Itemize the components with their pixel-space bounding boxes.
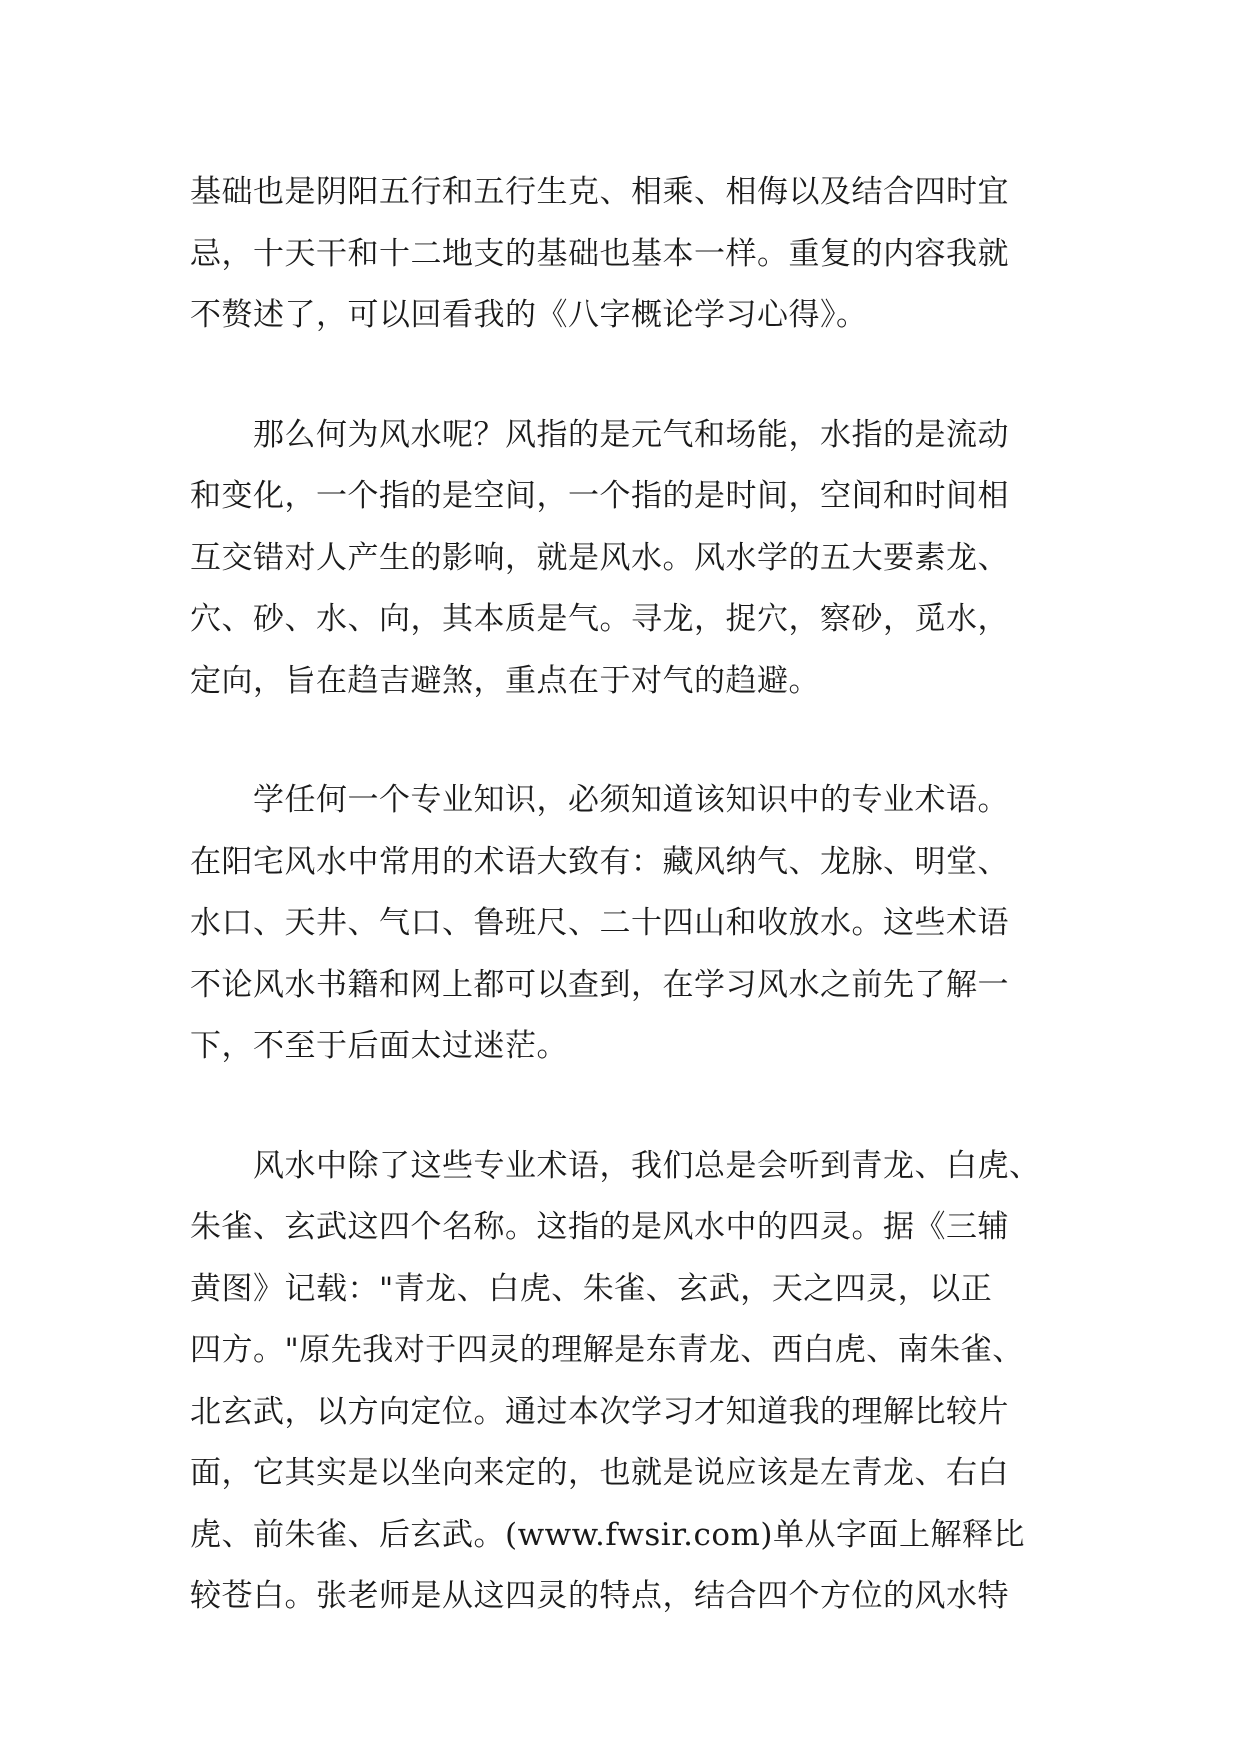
text-line: 朱雀、玄武这四个名称。这指的是风水中的四灵。据《三辅 [190, 1209, 1009, 1245]
text-line: 较苍白。张老师是从这四灵的特点，结合四个方位的风水特 [190, 1578, 1009, 1614]
document-body [190, 162, 1050, 1628]
text-line: 面，它其实是以坐向来定的，也就是说应该是左青龙、右白 [190, 1455, 1009, 1491]
paragraph-spacer [190, 347, 1050, 405]
text-line: 在阳宅风水中常用的术语大致有：藏风纳气、龙脉、明堂、 [190, 843, 1009, 880]
paragraph-spacer [190, 712, 1050, 770]
text-line: 水口、天井、气口、鲁班尺、二十四山和收放水。这些术语 [190, 905, 1009, 941]
text-line: 和变化，一个指的是空间，一个指的是时间，空间和时间相 [190, 478, 1009, 514]
text-line: 互交错对人产生的影响，就是风水。风水学的五大要素龙、 [190, 539, 1009, 576]
text-line: 不论风水书籍和网上都可以查到，在学习风水之前先了解一 [190, 966, 1009, 1003]
text-line: 忌，十天干和十二地支的基础也基本一样。重复的内容我就 [190, 235, 1009, 272]
text-line: 定向，旨在趋吉避煞，重点在于对气的趋避。 [190, 662, 820, 699]
text-line: 风水中除了这些专业术语，我们总是会听到青龙、白虎、 [190, 1147, 1041, 1184]
text-line: 下，不至于后面太过迷茫。 [190, 1028, 568, 1064]
text-line: 黄图》记载："青龙、白虎、朱雀、玄武，天之四灵，以正 [190, 1270, 993, 1307]
text-line: 北玄武，以方向定位。通过本次学习才知道我的理解比较片 [190, 1393, 1009, 1430]
text-line: 学任何一个专业知识，必须知道该知识中的专业术语。 [190, 782, 1009, 818]
paragraph-2 [190, 405, 1050, 713]
paragraph-4 [190, 1136, 1050, 1628]
text-line: 四方。"原先我对于四灵的理解是东青龙、西白虎、南朱雀、 [190, 1332, 1024, 1368]
paragraph-spacer [190, 1078, 1050, 1136]
text-line: 那么何为风水呢？风指的是元气和场能，水指的是流动 [190, 416, 1009, 453]
paragraph-3 [190, 770, 1050, 1078]
text-line: 不赘述了，可以回看我的《八字概论学习心得》。 [190, 297, 868, 333]
text-line: 虎、前朱雀、后玄武。(www.fwsir.com)单从字面上解释比 [190, 1516, 1025, 1553]
text-line: 基础也是阴阳五行和五行生克、相乘、相侮以及结合四时宜 [190, 174, 1009, 210]
text-line: 穴、砂、水、向，其本质是气。寻龙，捉穴，察砂，觅水， [190, 601, 1009, 637]
paragraph-1 [190, 162, 1050, 347]
